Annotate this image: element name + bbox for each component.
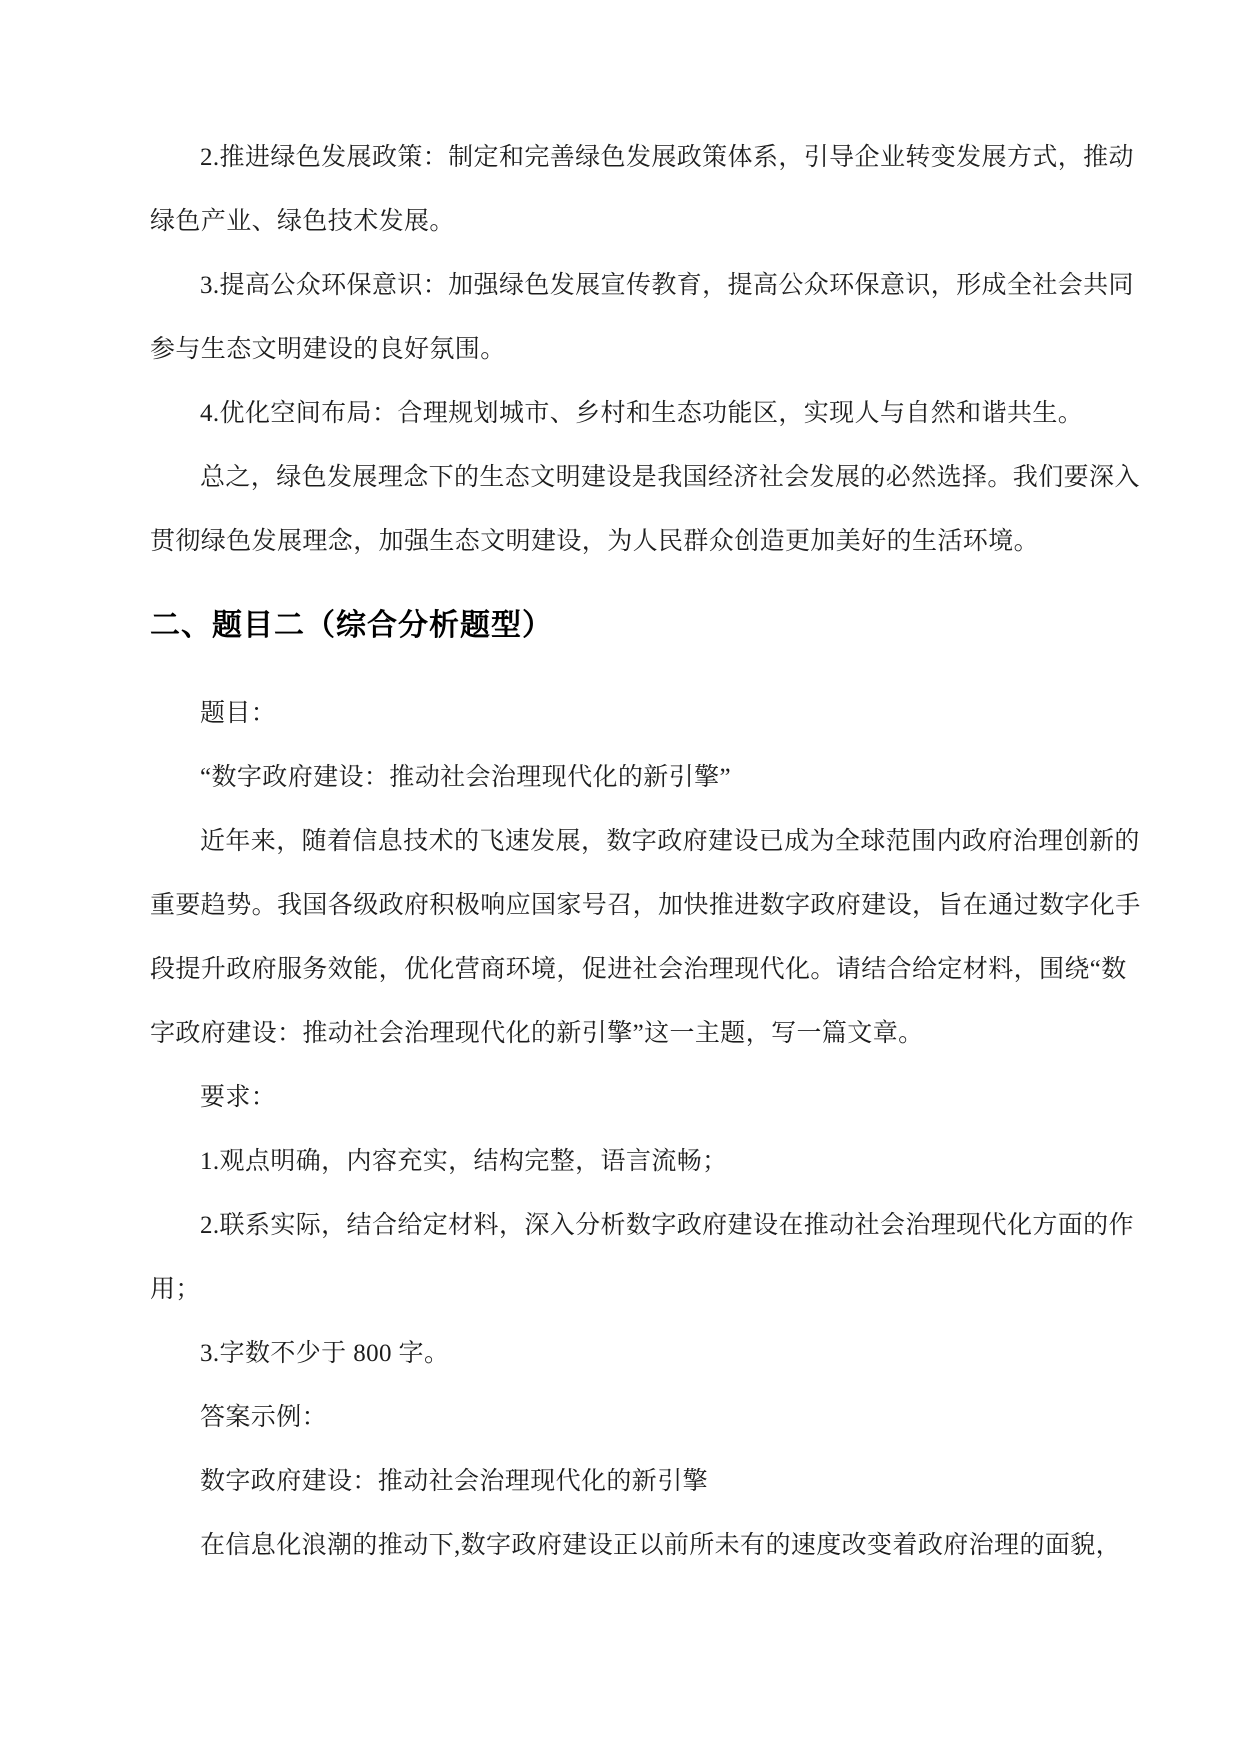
paragraph: 近年来，随着信息技术的飞速发展，数字政府建设已成为全球范围内政府治理创新的重要趋势。我国各级政府积极响应国家号召，加快推进数字政府建设，旨在通过数字化手段提升政府服务效能，优化营商环境，促进社会治理现代化。请结合给定材料，围绕“数字政府建设：推动社会治理现代化的新引擎”这一主题，写一篇文章。 [150, 828, 1141, 1047]
paragraph: 4.优化空间布局：合理规划城市、乡村和生态功能区，实现人与自然和谐共生。 [200, 400, 1084, 427]
paragraph: 数字政府建设：推动社会治理现代化的新引擎 [200, 1468, 709, 1495]
paragraph: 2.推进绿色发展政策：制定和完善绿色发展政策体系，引导企业转变发展方式，推动绿色产业、绿色技术发展。 [150, 144, 1134, 235]
paragraph: 2.联系实际，结合给定材料，深入分析数字政府建设在推动社会治理现代化方面的作用； [150, 1212, 1134, 1303]
paragraph: 要求： [200, 1084, 277, 1111]
paragraph: 总之，绿色发展理念下的生态文明建设是我国经济社会发展的必然选择。我们要深入贯彻绿色发展理念，加强生态文明建设，为人民群众创造更加美好的生活环境。 [150, 464, 1140, 555]
paragraph: 3.提高公众环保意识：加强绿色发展宣传教育，提高公众环保意识，形成全社会共同参与生态文明建设的良好氛围。 [150, 272, 1134, 363]
paragraph: 3.字数不少于 800 字。 [200, 1340, 450, 1367]
paragraph: 答案示例： [200, 1404, 328, 1431]
section-heading: 二、题目二（综合分析题型） [150, 609, 553, 642]
paragraph: “数字政府建设：推动社会治理现代化的新引擎” [200, 764, 731, 791]
document-body [150, 126, 1151, 1578]
paragraph: 题目： [200, 700, 277, 727]
paragraph: 在信息化浪潮的推动下,数字政府建设正以前所未有的速度改变着政府治理的面貌， [200, 1532, 1122, 1559]
paragraph: 1.观点明确，内容充实，结构完整，语言流畅； [200, 1148, 728, 1175]
